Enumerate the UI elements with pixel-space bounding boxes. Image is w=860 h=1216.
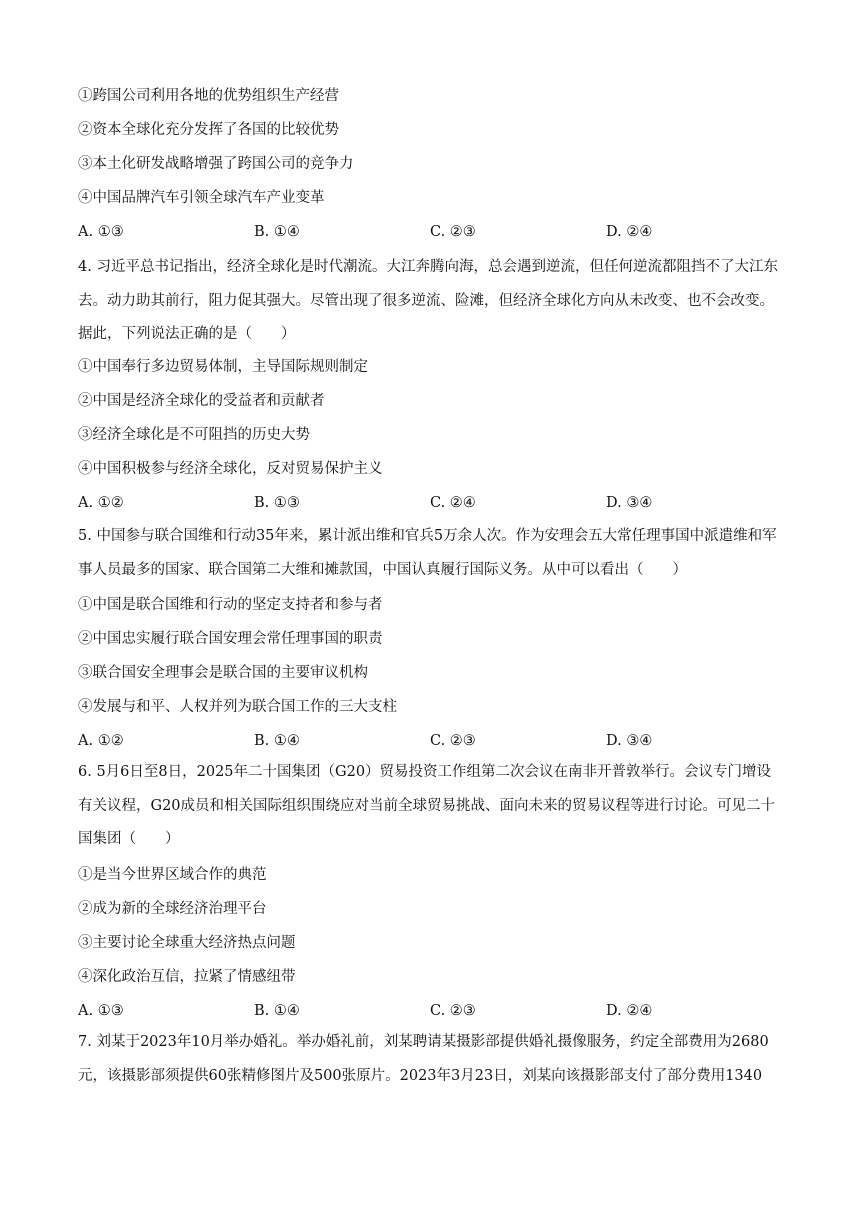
q5-statement-1: ①中国是联合国维和行动的坚定支持者和参与者 bbox=[78, 597, 383, 613]
q3-statement-3: ③本土化研发战略增强了跨国公司的竞争力 bbox=[78, 156, 354, 172]
q7-stem: 7. 刘某于2023年10月举办婚礼。举办婚礼前，刘某聘请某摄影部提供婚礼摄像服务，约定全部费用为2680元，该摄影部须提供60张精修图片及500张原片。2023年3月23日，刘某向该摄影部支付了部分费用1340 bbox=[78, 1034, 769, 1084]
q6-options bbox=[78, 1001, 784, 1021]
q4-option-a: A. ①② bbox=[78, 495, 124, 511]
q5-option-a: A. ①② bbox=[78, 733, 124, 749]
q6-statement-2: ②成为新的全球经济治理平台 bbox=[78, 901, 267, 917]
q4-statement-3: ③经济全球化是不可阻挡的历史大势 bbox=[78, 427, 310, 443]
q6-stem: 6. 5月6日至8日，2025年二十国集团（G20）贸易投资工作组第二次会议在南非开普敦举行。会议专门增设有关议程，G20成员和相关国际组织围绕应对当前全球贸易挑战、面向未来的贸易议程等进行讨论。可见二十国集团（ ） bbox=[78, 764, 776, 848]
q5-option-c: C. ②③ bbox=[430, 733, 476, 749]
q5-options bbox=[78, 731, 784, 751]
q5-statement-4: ④发展与和平、人权并列为联合国工作的三大支柱 bbox=[78, 699, 397, 715]
q6-statement-1: ①是当今世界区域合作的典范 bbox=[78, 867, 267, 883]
q4-options bbox=[78, 493, 784, 513]
q4-option-b: B. ①③ bbox=[254, 495, 300, 511]
q4-option-c: C. ②④ bbox=[430, 495, 476, 511]
q3-option-a: A. ①③ bbox=[78, 224, 124, 240]
q3-statement-1: ①跨国公司利用各地的优势组织生产经营 bbox=[78, 88, 339, 104]
q5-stem: 5. 中国参与联合国维和行动35年来，累计派出维和官兵5万余人次。作为安理会五大常任理事国中派遣维和军事人员最多的国家、联合国第二大维和摊款国，中国认真履行国际义务。从中可以看出（ ） bbox=[78, 528, 777, 578]
q5-option-b: B. ①④ bbox=[254, 733, 300, 749]
q5-option-d: D. ③④ bbox=[606, 733, 653, 749]
q4-statement-1: ①中国奉行多边贸易体制，主导国际规则制定 bbox=[78, 359, 368, 375]
q6-option-c: C. ②③ bbox=[430, 1003, 476, 1019]
q4-option-d: D. ③④ bbox=[606, 495, 653, 511]
q6-option-d: D. ②④ bbox=[606, 1003, 653, 1019]
q5-statement-3: ③联合国安全理事会是联合国的主要审议机构 bbox=[78, 665, 368, 681]
q4-statement-4: ④中国积极参与经济全球化，反对贸易保护主义 bbox=[78, 461, 383, 477]
q6-statement-3: ③主要讨论全球重大经济热点问题 bbox=[78, 935, 296, 951]
q6-statement-4: ④深化政治互信，拉紧了情感纽带 bbox=[78, 969, 296, 985]
q6-option-b: B. ①④ bbox=[254, 1003, 300, 1019]
q3-option-c: C. ②③ bbox=[430, 224, 476, 240]
q3-options bbox=[78, 222, 784, 242]
q4-stem: 4. 习近平总书记指出，经济全球化是时代潮流。大江奔腾向海，总会遇到逆流，但任何逆流都阻挡不了大江东去。动力助其前行，阻力促其强大。尽管出现了很多逆流、险滩，但经济全球化方向从未改变、也不会改变。据此，下列说法正确的是（ ） bbox=[78, 259, 778, 343]
q4-statement-2: ②中国是经济全球化的受益者和贡献者 bbox=[78, 393, 325, 409]
q3-option-d: D. ②④ bbox=[606, 224, 653, 240]
q3-statement-2: ②资本全球化充分发挥了各国的比较优势 bbox=[78, 122, 339, 138]
q5-statement-2: ②中国忠实履行联合国安理会常任理事国的职责 bbox=[78, 631, 383, 647]
q3-option-b: B. ①④ bbox=[254, 224, 300, 240]
q3-statement-4: ④中国品牌汽车引领全球汽车产业变革 bbox=[78, 190, 325, 206]
q6-option-a: A. ①③ bbox=[78, 1003, 124, 1019]
